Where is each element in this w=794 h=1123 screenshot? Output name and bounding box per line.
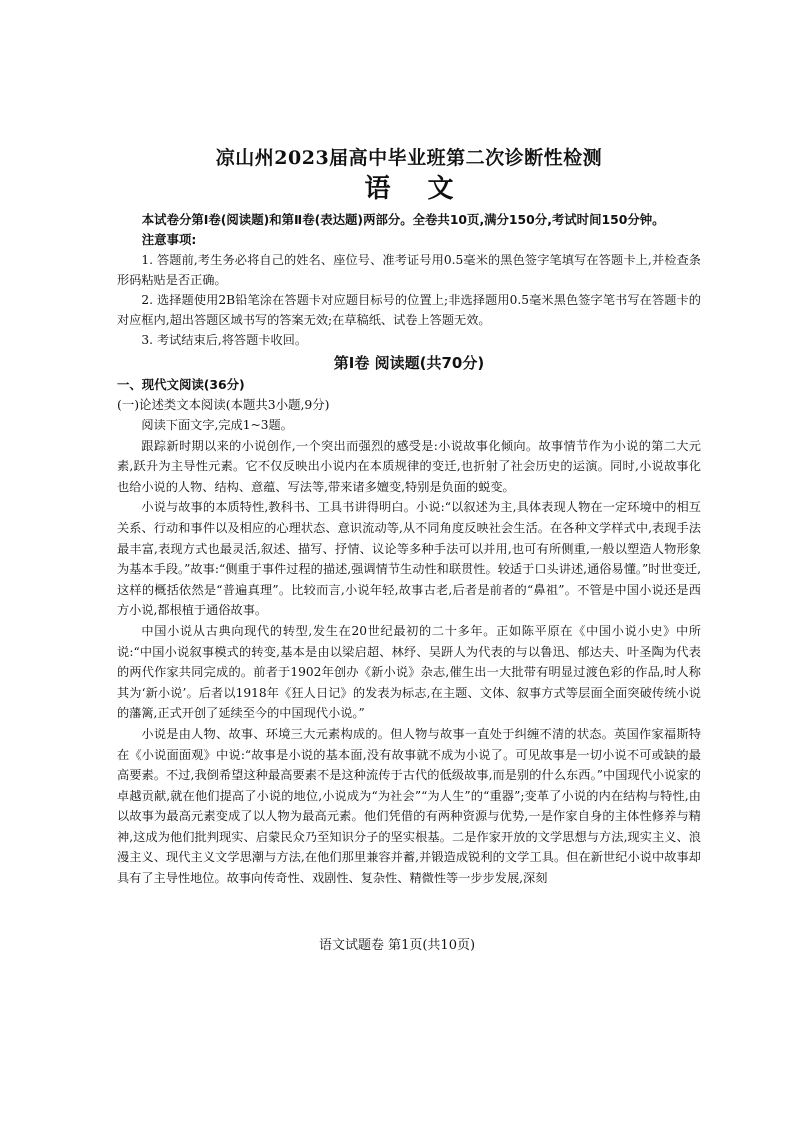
passage-paragraph: 小说是由人物、故事、环境三大元素构成的。但人物与故事一直处于纠缠不清的状态。英国作家福斯特在《小说面面观》中说:“故事是小说的基本面,没有故事就不成为小说了。可见故事是一切小说不可或缺的最高要素。不过,我倒希望这种最高要素不是这种流传于古代的低级故事,而是别的什么东西。”中国现代小说家的卓越贡献,就在他们提高了小说的地位,小说成为“为社会”“为人生”的“重器”;变革了小说的内在结构与特性,由以故事为最高元素变成了以人物为最高元素。他们凭借的有两种资源与优势,一是作家自身的主体性修养与精神,这成为他们批判现实、启蒙民众乃至知识分子的坚实根基。二是作家开放的文学思想与方法,现实主义、浪漫主义、现代主义文学思潮与方法,在他们那里兼容并蓄,并锻造成锐利的文学工具。但在新世纪小说中故事却具有了主导性地位。故事向传奇性、戏剧性、复杂性、精微性等一步步发展,深刻	[117, 726, 701, 886]
notice-heading: 注意事项:	[141, 232, 197, 247]
passage-paragraph: 跟踪新时期以来的小说创作,一个突出而强烈的感受是:小说故事化倾向。故事情节作为小说的第二大元素,跃升为主导性元素。它不仅反映出小说内在本质规律的变迁,也折射了社会历史的运演。同时,小说故事化也给小说的人物、结构、意蕴、写法等,带来诸多嬗变,特别是负面的蜕变。	[117, 438, 701, 494]
passage-paragraph: 小说与故事的本质特性,教科书、工具书讲得明白。小说:“以叙述为主,具体表现人物在一定环境中的相互关系、行动和事件以及相应的心理状态、意识流动等,从不同角度反映社会生活。在各种文学样式中,表现手法最丰富,表现方式也最灵活,叙述、描写、抒情、议论等多种手法可以并用,也可有所侧重,一般以塑造人物形象为基本手段。”故事:“侧重于事件过程的描述,强调情节生动性和联贯性。较适于口头讲述,通俗易懂。”时世变迁,这样的概括依然是“普遍真理”。比较而言,小说年轻,故事古老,后者是前者的“鼻祖”。不管是中国小说还是西方小说,都根植于通俗故事。	[117, 500, 701, 618]
exam-title: 凉山州2023届高中毕业班第二次诊断性检测	[215, 147, 603, 169]
subpart-heading: (一)论述类文本阅读(本题共3小题,9分)	[117, 397, 330, 412]
exam-intro: 本试卷分第Ⅰ卷(阅读题)和第Ⅱ卷(表达题)两部分。全卷共10页,满分150分,考试时间150分钟。	[141, 212, 665, 227]
page-content	[117, 145, 701, 889]
part-heading: 一、现代文阅读(36分)	[117, 377, 245, 392]
section-title: 第Ⅰ卷 阅读题(共70分)	[333, 354, 485, 372]
notice-item: 2. 选择题使用2B铅笔涂在答题卡对应题目标号的位置上;非选择题用0.5毫米黑色签字笔书写在答题卡的对应框内,超出答题区域书写的答案无效;在草稿纸、试卷上答题无效。	[117, 293, 701, 327]
notice-item: 3. 考试结束后,将答题卡收回。	[141, 333, 308, 347]
notice-item: 1. 答题前,考生务必将自己的姓名、座位号、准考证号用0.5毫米的黑色签字笔填写在答题卡上,并检查条形码粘贴是否正确。	[117, 253, 701, 287]
page-footer: 语文试题卷 第1页(共10页)	[318, 938, 476, 953]
subject-title: 语 文	[364, 174, 468, 204]
reading-instruction: 阅读下面文字,完成1~3题。	[141, 418, 293, 432]
passage-paragraph: 中国小说从古典向现代的转型,发生在20世纪最初的二十多年。正如陈平原在《中国小说小史》中所说:“中国小说叙事模式的转变,基本是由以梁启超、林纾、吴趼人为代表的与以鲁迅、郁达夫、叶圣陶为代表的两代作家共同完成的。前者于1902年创办《新小说》杂志,催生出一大批带有明显过渡色彩的作品,时人称其为‘新小说’。后者以1918年《狂人日记》的发表为标志,在主题、文体、叙事方式等层面全面突破传统小说的藩篱,正式开创了延续至今的中国现代小说。”	[117, 623, 701, 721]
